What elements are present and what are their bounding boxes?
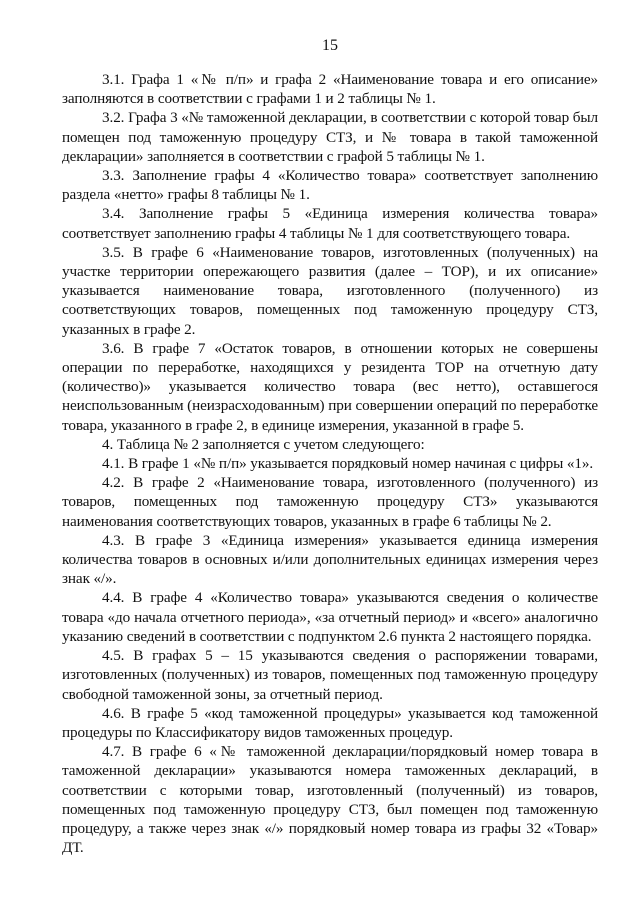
paragraph-3-5: 3.5. В графе 6 «Наименование товаров, изготовленных (полученных) на участке территории опережающего развития (далее – ТОР), и их описание» указывается наименование товара, изготовленного (полученного) из соответствующих товаров, помещенных под таможенную процедуру СТЗ, указанных в графе 2.	[62, 243, 598, 338]
paragraph-3-2: 3.2. Графа 3 «№ таможенной декларации, в соответствии с которой товар был помещен под таможенную процедуру СТЗ, и № товара в такой таможенной декларации» заполняется в соответствии с графой 5 таблицы № 1.	[62, 109, 598, 165]
paragraph-4: 4. Таблица № 2 заполняется с учетом следующего:	[102, 435, 425, 453]
paragraph-4-7: 4.7. В графе 6 «№ таможенной декларации/порядковый номер товара в таможенной декларации» указываются номера таможенных деклараций, в соответствии с которыми товар, изготовленный (полученный) из товаров, помещенных под таможенную процедуру СТЗ, был помещен под таможенную процедуру, а также через знак «/» порядковый номер товара из графы 32 «Товар» ДТ.	[62, 743, 598, 857]
paragraph-4-4: 4.4. В графе 4 «Количество товара» указываются сведения о количестве товара «до начала отчетного периода», «за отчетный период» и «всего» аналогично указанию сведений в соответствии с подпунктом 2.6 пункта 2 настоящего порядка.	[62, 589, 598, 645]
paragraph-3-1: 3.1. Графа 1 «№ п/п» и графа 2 «Наименование товара и его описание» заполняются в соответствии с графами 1 и 2 таблицы № 1.	[62, 71, 598, 108]
paragraph-3-4: 3.4. Заполнение графы 5 «Единица измерения количества товара» соответствует заполнению графы 4 таблицы № 1 для соответствующего товара.	[62, 205, 598, 242]
page-number: 15	[322, 37, 338, 54]
paragraph-3-6: 3.6. В графе 7 «Остаток товаров, в отношении которых не совершены операции по переработке, находящихся у резидента ТОР на отчетную дату (количество)» указывается количество товара (вес нетто), оставшегося неиспользованным (неизрасходованным) при совершении операций по переработке товара, указанного в графе 2, в единице измерения, указанной в графе 5.	[62, 339, 598, 434]
paragraph-3-3: 3.3. Заполнение графы 4 «Количество товара» соответствует заполнению раздела «нетто» графы 8 таблицы № 1.	[62, 167, 598, 204]
paragraph-4-5: 4.5. В графах 5 – 15 указываются сведения о распоряжении товарами, изготовленных (полученных) из товаров, помещенных под таможенную процедуру свободной таможенной зоны, за отчетный период.	[62, 647, 598, 703]
document-page	[62, 36, 598, 857]
paragraph-4-1: 4.1. В графе 1 «№ п/п» указывается порядковый номер начиная с цифры «1».	[102, 455, 594, 473]
paragraph-4-2: 4.2. В графе 2 «Наименование товара, изготовленного (полученного) из товаров, помещенных под таможенную процедуру СТЗ» указываются наименования соответствующих товаров, указанных в графе 6 таблицы № 2.	[62, 474, 598, 530]
paragraph-4-6: 4.6. В графе 5 «код таможенной процедуры» указывается код таможенной процедуры по Классификатору видов таможенных процедур.	[62, 704, 598, 741]
paragraph-4-3: 4.3. В графе 3 «Единица измерения» указывается единица измерения количества товаров в основных и/или дополнительных единицах измерения через знак «/».	[62, 531, 598, 588]
